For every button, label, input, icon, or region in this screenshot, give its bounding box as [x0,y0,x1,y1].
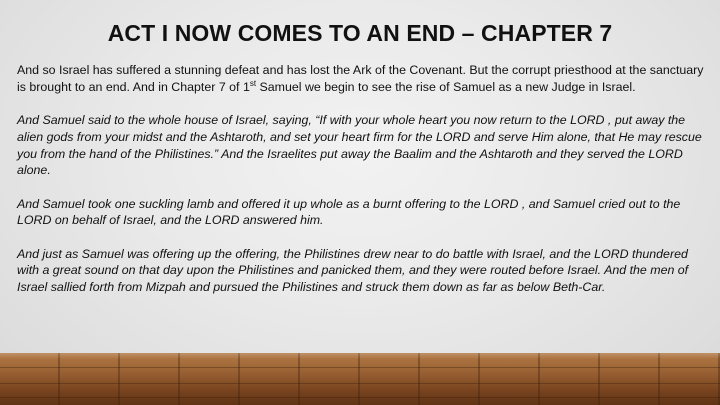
scripture-paragraph-2: And Samuel took one suckling lamb and offered it up whole as a burnt offering to the LORD , and Samuel cried out to the LORD on behalf of Israel, and the LORD answered him. [17,196,681,228]
intro-text-part1: And so Israel has suffered a stunning defeat and has lost the Ark of the Covenant. But the corrupt priesthood at the sanctuary is brought to an end. And in Chapter 7 of 1 [17,63,704,94]
slide-body [17,62,705,312]
intro-text-part2: Samuel we begin to see the rise of Samuel as a new Judge in Israel. [256,79,636,94]
scripture-paragraph-1: And Samuel said to the whole house of Israel, saying, “If with your whole heart you now return to the LORD , put away the alien gods from your midst and the Ashtaroth, and set your heart firm for the LORD and serve Him alone, that He may rescue you from the hand of the Philistines.” And the Israelites put away the Baalim and the Ashtaroth and they served the LORD alone. [17,113,702,178]
ordinal-suffix: st [249,78,257,88]
wood-floor-decoration [0,353,720,405]
scripture-paragraph-3: And just as Samuel was offering up the offering, the Philistines drew near to do battle with Israel, and the LORD thundered with a great sound on that day upon the Philistines and panicked them, and they were routed before Israel. And the men of Israel sallied forth from Mizpah and pursued the Philistines and struck them down as far as below Beth-Car. [17,246,689,295]
slide-title: ACT I NOW COMES TO AN END – CHAPTER 7 [107,20,613,46]
intro-paragraph [17,62,705,95]
